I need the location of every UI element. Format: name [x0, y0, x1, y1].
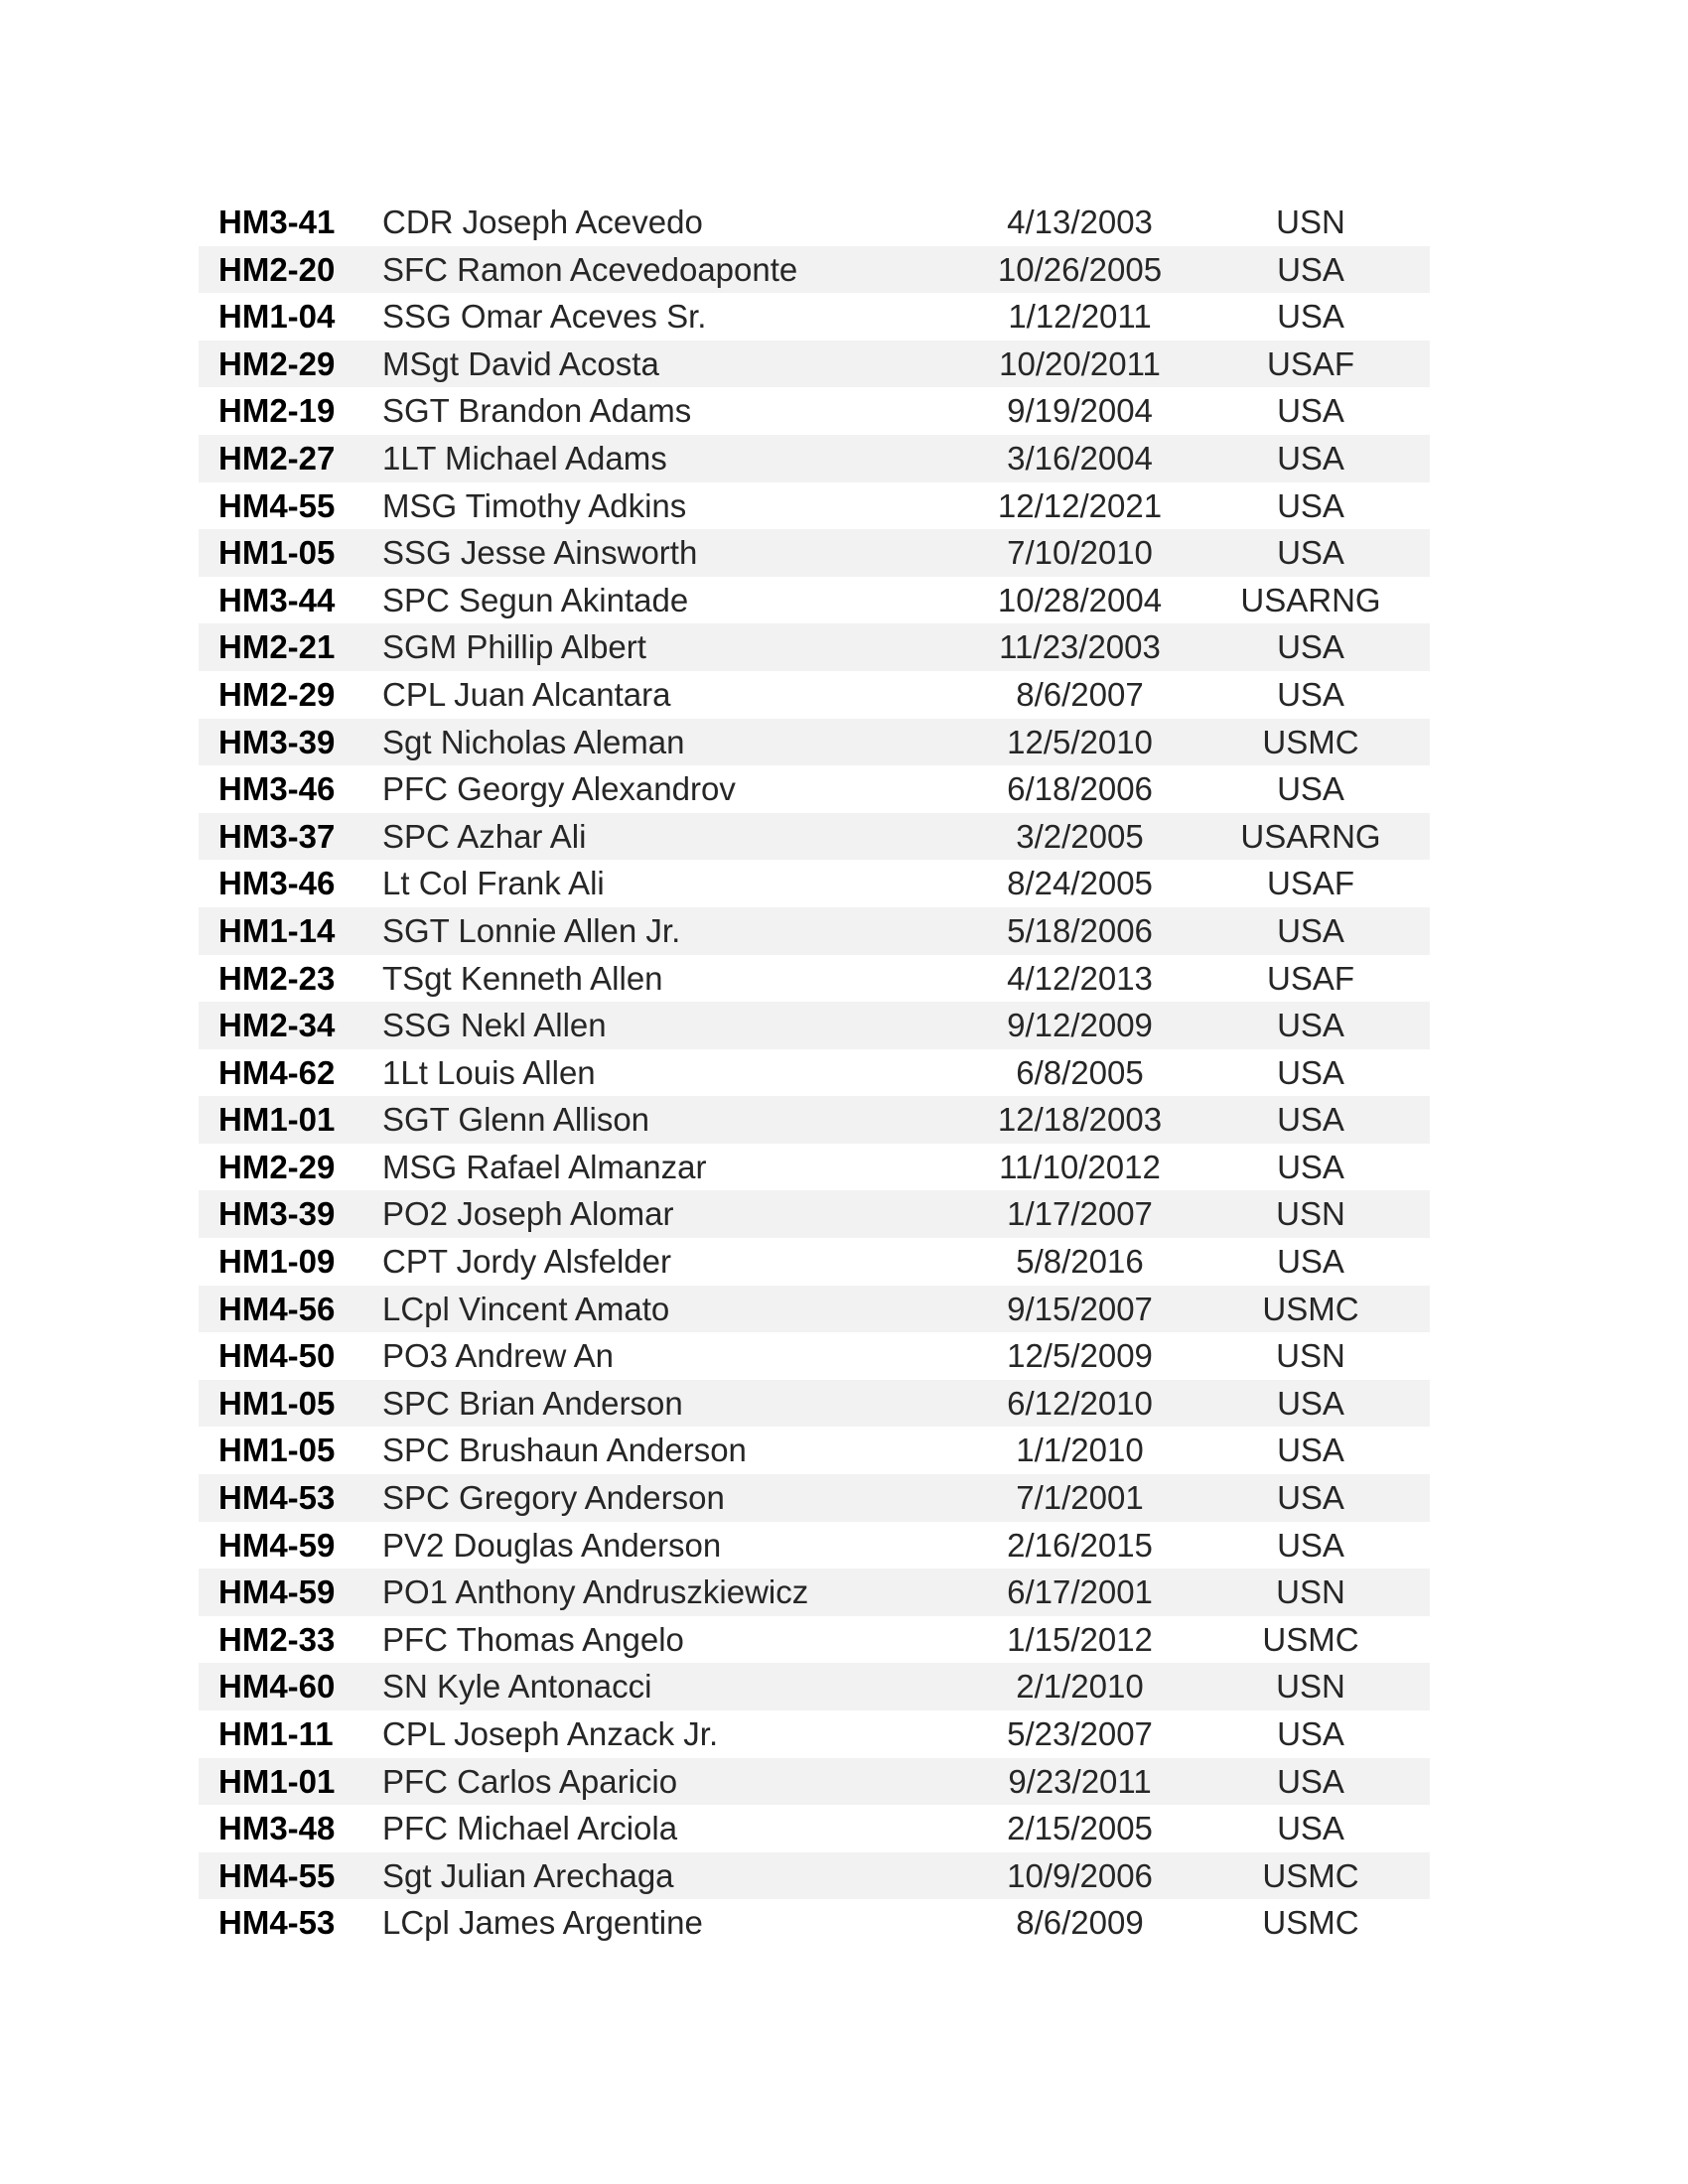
name-cell: Lt Col Frank Ali	[382, 865, 605, 902]
date-cell: 8/6/2009	[1016, 1904, 1144, 1942]
branch-cell: USA	[1277, 392, 1344, 430]
table-row	[199, 529, 1430, 577]
date-cell: 6/18/2006	[1007, 770, 1153, 808]
memorial-code-cell: HM2-27	[218, 439, 336, 477]
memorial-code-cell: HM2-23	[218, 959, 336, 997]
date-cell: 8/24/2005	[1007, 865, 1153, 902]
name-cell: LCpl James Argentine	[382, 1904, 703, 1942]
name-cell: SSG Nekl Allen	[382, 1007, 607, 1044]
name-cell: PO3 Andrew An	[382, 1337, 614, 1375]
name-cell: MSG Rafael Almanzar	[382, 1148, 707, 1185]
table-row	[199, 293, 1430, 341]
branch-cell: USA	[1277, 534, 1344, 572]
date-cell: 4/13/2003	[1007, 204, 1153, 240]
date-cell: 12/18/2003	[997, 1101, 1163, 1139]
table-row	[199, 387, 1430, 435]
branch-cell: USAF	[1266, 865, 1354, 902]
memorial-code-cell: HM4-62	[218, 1053, 336, 1091]
memorial-code-cell: HM2-20	[218, 250, 336, 288]
table-row	[199, 719, 1430, 766]
branch-cell: USA	[1277, 1762, 1344, 1800]
memorial-code-cell: HM4-56	[218, 1290, 336, 1327]
table-row	[199, 1332, 1430, 1380]
name-cell: SPC Azhar Ali	[382, 817, 587, 855]
table-row	[199, 1096, 1430, 1144]
table-row	[199, 1286, 1430, 1333]
date-cell: 12/5/2010	[1007, 723, 1153, 760]
table-row	[199, 1710, 1430, 1758]
table-row	[199, 1569, 1430, 1616]
memorial-code-cell: HM1-04	[218, 298, 336, 336]
name-cell: CPL Joseph Anzack Jr.	[382, 1715, 719, 1752]
table-row	[199, 1899, 1430, 1947]
branch-cell: USN	[1276, 1668, 1345, 1706]
name-cell: PO1 Anthony Andruszkiewicz	[382, 1573, 809, 1611]
branch-cell: USA	[1277, 298, 1344, 336]
name-cell: Sgt Julian Arechaga	[382, 1856, 674, 1894]
branch-cell: USA	[1277, 1479, 1344, 1517]
name-cell: SPC Brian Anderson	[382, 1384, 683, 1422]
memorial-table	[199, 199, 1430, 1947]
branch-cell: USARNG	[1240, 817, 1381, 855]
branch-cell: USN	[1276, 1195, 1345, 1233]
branch-cell: USA	[1277, 1432, 1344, 1469]
table-row	[199, 1002, 1430, 1049]
branch-cell: USMC	[1262, 723, 1359, 760]
memorial-code-cell: HM3-48	[218, 1810, 336, 1847]
date-cell: 1/15/2012	[1007, 1620, 1153, 1658]
date-cell: 5/8/2016	[1016, 1243, 1144, 1281]
branch-cell: USA	[1277, 1384, 1344, 1422]
date-cell: 11/23/2003	[999, 628, 1161, 666]
branch-cell: USMC	[1262, 1904, 1359, 1942]
name-cell: CPT Jordy Alsfelder	[382, 1243, 672, 1281]
memorial-code-cell: HM2-33	[218, 1620, 336, 1658]
date-cell: 5/23/2007	[1007, 1715, 1153, 1752]
table-row	[199, 860, 1430, 907]
memorial-code-cell: HM1-05	[218, 1384, 336, 1422]
memorial-code-cell: HM4-55	[218, 1856, 336, 1894]
date-cell: 1/1/2010	[1016, 1432, 1144, 1469]
branch-cell: USA	[1277, 486, 1344, 524]
table-row	[199, 813, 1430, 861]
name-cell: SFC Ramon Acevedoaponte	[382, 250, 798, 288]
branch-cell: USA	[1277, 911, 1344, 949]
memorial-code-cell: HM3-46	[218, 770, 336, 808]
date-cell: 9/15/2007	[1007, 1290, 1153, 1327]
table-row	[199, 1852, 1430, 1900]
name-cell: PV2 Douglas Anderson	[382, 1526, 722, 1564]
name-cell: PFC Georgy Alexandrov	[382, 770, 736, 808]
memorial-code-cell: HM1-14	[218, 911, 336, 949]
table-row	[199, 1805, 1430, 1852]
memorial-code-cell: HM3-39	[218, 723, 336, 760]
memorial-code-cell: HM1-11	[218, 1715, 334, 1752]
memorial-code-cell: HM3-46	[218, 865, 336, 902]
memorial-code-cell: HM1-09	[218, 1243, 336, 1281]
memorial-code-cell: HM2-29	[218, 1148, 336, 1185]
branch-cell: USMC	[1262, 1290, 1359, 1327]
name-cell: SPC Segun Akintade	[382, 581, 689, 618]
date-cell: 2/1/2010	[1016, 1668, 1144, 1706]
table-row	[199, 1663, 1430, 1710]
name-cell: PFC Thomas Angelo	[382, 1620, 684, 1658]
memorial-code-cell: HM4-59	[218, 1573, 336, 1611]
table-row	[199, 765, 1430, 813]
date-cell: 10/26/2005	[997, 250, 1163, 288]
date-cell: 6/8/2005	[1016, 1053, 1144, 1091]
date-cell: 4/12/2013	[1007, 959, 1153, 997]
table-row	[199, 907, 1430, 955]
branch-cell: USA	[1277, 1243, 1344, 1281]
branch-cell: USA	[1277, 1053, 1344, 1091]
branch-cell: USAF	[1266, 344, 1354, 382]
name-cell: SSG Omar Aceves Sr.	[382, 298, 707, 336]
branch-cell: USA	[1277, 1148, 1344, 1185]
name-cell: 1Lt Louis Allen	[382, 1053, 596, 1091]
name-cell: SSG Jesse Ainsworth	[382, 534, 698, 572]
date-cell: 7/1/2001	[1016, 1479, 1144, 1517]
branch-cell: USA	[1277, 675, 1344, 713]
memorial-code-cell: HM1-05	[218, 534, 336, 572]
name-cell: SGT Lonnie Allen Jr.	[382, 911, 681, 949]
date-cell: 3/16/2004	[1007, 439, 1153, 477]
branch-cell: USA	[1277, 1007, 1344, 1044]
date-cell: 3/2/2005	[1016, 817, 1144, 855]
memorial-code-cell: HM3-37	[218, 817, 336, 855]
branch-cell: USA	[1277, 1810, 1344, 1847]
branch-cell: USARNG	[1240, 581, 1381, 618]
table-row	[199, 1616, 1430, 1664]
name-cell: SGT Glenn Allison	[382, 1101, 650, 1139]
date-cell: 9/12/2009	[1007, 1007, 1153, 1044]
name-cell: SPC Gregory Anderson	[382, 1479, 725, 1517]
table-row	[199, 1049, 1430, 1097]
memorial-code-cell: HM4-60	[218, 1668, 336, 1706]
date-cell: 7/10/2010	[1007, 534, 1153, 572]
name-cell: PFC Carlos Aparicio	[382, 1762, 678, 1800]
date-cell: 5/18/2006	[1007, 911, 1153, 949]
date-cell: 11/10/2012	[999, 1148, 1161, 1185]
branch-cell: USA	[1277, 1101, 1344, 1139]
date-cell: 10/28/2004	[997, 581, 1163, 618]
memorial-code-cell: HM3-44	[218, 581, 336, 618]
name-cell: MSG Timothy Adkins	[382, 486, 687, 524]
date-cell: 1/12/2011	[1008, 298, 1152, 336]
table-row	[199, 199, 1430, 246]
table-row	[199, 623, 1430, 671]
memorial-code-cell: HM2-19	[218, 392, 336, 430]
name-cell: PFC Michael Arciola	[382, 1810, 678, 1847]
date-cell: 8/6/2007	[1016, 675, 1144, 713]
table-row	[199, 1144, 1430, 1191]
table-row	[199, 955, 1430, 1003]
table-row	[199, 1522, 1430, 1570]
memorial-code-cell: HM1-05	[218, 1432, 336, 1469]
date-cell: 6/17/2001	[1007, 1573, 1153, 1611]
name-cell: CPL Juan Alcantara	[382, 675, 671, 713]
branch-cell: USN	[1276, 1337, 1345, 1375]
memorial-code-cell: HM4-53	[218, 1904, 336, 1942]
branch-cell: USMC	[1262, 1856, 1359, 1894]
memorial-code-cell: HM3-39	[218, 1195, 336, 1233]
branch-cell: USA	[1277, 250, 1344, 288]
memorial-code-cell: HM4-53	[218, 1479, 336, 1517]
table-row	[199, 1238, 1430, 1286]
date-cell: 10/20/2011	[999, 344, 1161, 382]
memorial-code-cell: HM4-59	[218, 1526, 336, 1564]
memorial-code-cell: HM2-29	[218, 675, 336, 713]
memorial-code-cell: HM1-01	[218, 1101, 336, 1139]
name-cell: TSgt Kenneth Allen	[382, 959, 663, 997]
memorial-code-cell: HM4-55	[218, 486, 336, 524]
name-cell: SPC Brushaun Anderson	[382, 1432, 747, 1469]
table-row	[199, 1427, 1430, 1474]
table-row	[199, 482, 1430, 530]
name-cell: MSgt David Acosta	[382, 344, 659, 382]
name-cell: PO2 Joseph Alomar	[382, 1195, 674, 1233]
table-row	[199, 1380, 1430, 1428]
name-cell: LCpl Vincent Amato	[382, 1290, 670, 1327]
date-cell: 6/12/2010	[1007, 1384, 1153, 1422]
date-cell: 12/5/2009	[1007, 1337, 1153, 1375]
name-cell: CDR Joseph Acevedo	[382, 204, 703, 240]
memorial-code-cell: HM2-34	[218, 1007, 336, 1044]
date-cell: 2/16/2015	[1007, 1526, 1153, 1564]
branch-cell: USN	[1276, 1573, 1345, 1611]
branch-cell: USMC	[1262, 1620, 1359, 1658]
table-row	[199, 577, 1430, 624]
branch-cell: USA	[1277, 439, 1344, 477]
name-cell: SGM Phillip Albert	[382, 628, 646, 666]
table-row	[199, 246, 1430, 294]
name-cell: Sgt Nicholas Aleman	[382, 723, 685, 760]
table-row	[199, 1474, 1430, 1522]
date-cell: 12/12/2021	[997, 486, 1163, 524]
branch-cell: USA	[1277, 1526, 1344, 1564]
memorial-code-cell: HM2-29	[218, 344, 336, 382]
branch-cell: USA	[1277, 628, 1344, 666]
memorial-code-cell: HM3-41	[218, 204, 336, 240]
table-row	[199, 435, 1430, 482]
memorial-code-cell: HM2-21	[218, 628, 336, 666]
table-row	[199, 671, 1430, 719]
date-cell: 10/9/2006	[1007, 1856, 1153, 1894]
branch-cell: USA	[1277, 770, 1344, 808]
branch-cell: USAF	[1266, 959, 1354, 997]
date-cell: 2/15/2005	[1007, 1810, 1153, 1847]
date-cell: 9/23/2011	[1008, 1762, 1152, 1800]
memorial-code-cell: HM4-50	[218, 1337, 336, 1375]
memorial-code-cell: HM1-01	[218, 1762, 336, 1800]
branch-cell: USA	[1277, 1715, 1344, 1752]
table-row	[199, 1190, 1430, 1238]
date-cell: 1/17/2007	[1007, 1195, 1153, 1233]
table-row	[199, 1758, 1430, 1806]
table-row	[199, 341, 1430, 388]
name-cell: SN Kyle Antonacci	[382, 1668, 652, 1706]
name-cell: 1LT Michael Adams	[382, 439, 667, 477]
name-cell: SGT Brandon Adams	[382, 392, 692, 430]
branch-cell: USN	[1276, 204, 1345, 240]
date-cell: 9/19/2004	[1007, 392, 1153, 430]
